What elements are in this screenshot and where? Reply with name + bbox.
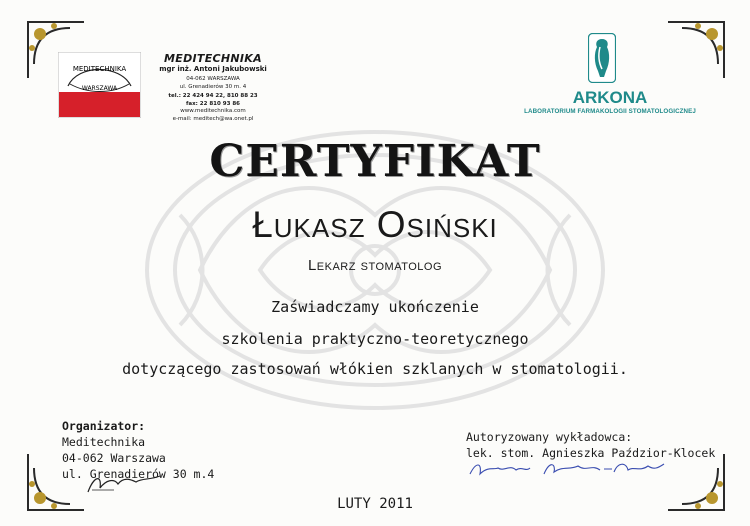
issuer-contact-block — [148, 52, 278, 123]
corner-ornament-top-right — [664, 18, 728, 82]
issuer-phone: tel.: 22 424 94 22, 810 88 23 — [168, 93, 258, 99]
issuer-www: www.meditechnika.com — [180, 108, 246, 114]
lecturer-heading: Autoryzowany wykładowca: — [466, 430, 633, 444]
certificate-title: CERTYFIKAT — [209, 136, 541, 187]
issuer-email: e-mail: meditech@wa.onet.pl — [172, 115, 254, 122]
certificate-statement-line2: szkolenia praktyczno-teoretycznego — [221, 330, 529, 348]
lecturer-signature — [468, 458, 668, 480]
issuer-address-line2: ul. Grenadierów 30 m. 4 — [179, 83, 247, 90]
logo-arc-text: MEDITECHNIKA — [72, 65, 127, 73]
lecturer-name: lek. stom. Agnieszka Paździor-Klocek — [466, 446, 716, 460]
certificate-date: LUTY 2011 — [337, 496, 413, 512]
certificate-statement-line1: Zaświadczamy ukończenie — [271, 298, 479, 316]
recipient-name: Łukasz Osiński — [252, 204, 498, 245]
recipient-profession: Lekarz stomatolog — [307, 257, 443, 274]
issuer-fax: fax: 22 810 93 86 — [186, 100, 240, 107]
issuer-address-line1: 04-062 WARSZAWA — [186, 76, 240, 82]
lecturer-block — [466, 429, 715, 461]
certificate-statement-line3: dotyczącego zastosowań włókien szklanych w stomatologii. — [122, 360, 628, 378]
meditechnika-logo — [58, 52, 141, 118]
partner-subtitle: LABORATORIUM FARMAKOLOGII STOMATOLOGICZNEJ — [524, 108, 696, 115]
arkona-logo-icon — [588, 33, 616, 83]
organizer-heading: Organizator: — [62, 419, 146, 433]
logo-city-text: WARSZAWA — [81, 85, 118, 92]
issuer-owner: mgr inż. Antoni Jakubowski — [159, 65, 267, 73]
organizer-address2: ul. Grenadierów 30 m.4 — [62, 467, 215, 481]
partner-name: ARKONA — [572, 88, 648, 107]
organizer-name: Meditechnika — [62, 435, 146, 449]
issuer-name: MEDITECHNIKA — [164, 52, 262, 65]
organizer-address1: 04-062 Warszawa — [62, 451, 166, 465]
organizer-signature — [84, 470, 164, 496]
